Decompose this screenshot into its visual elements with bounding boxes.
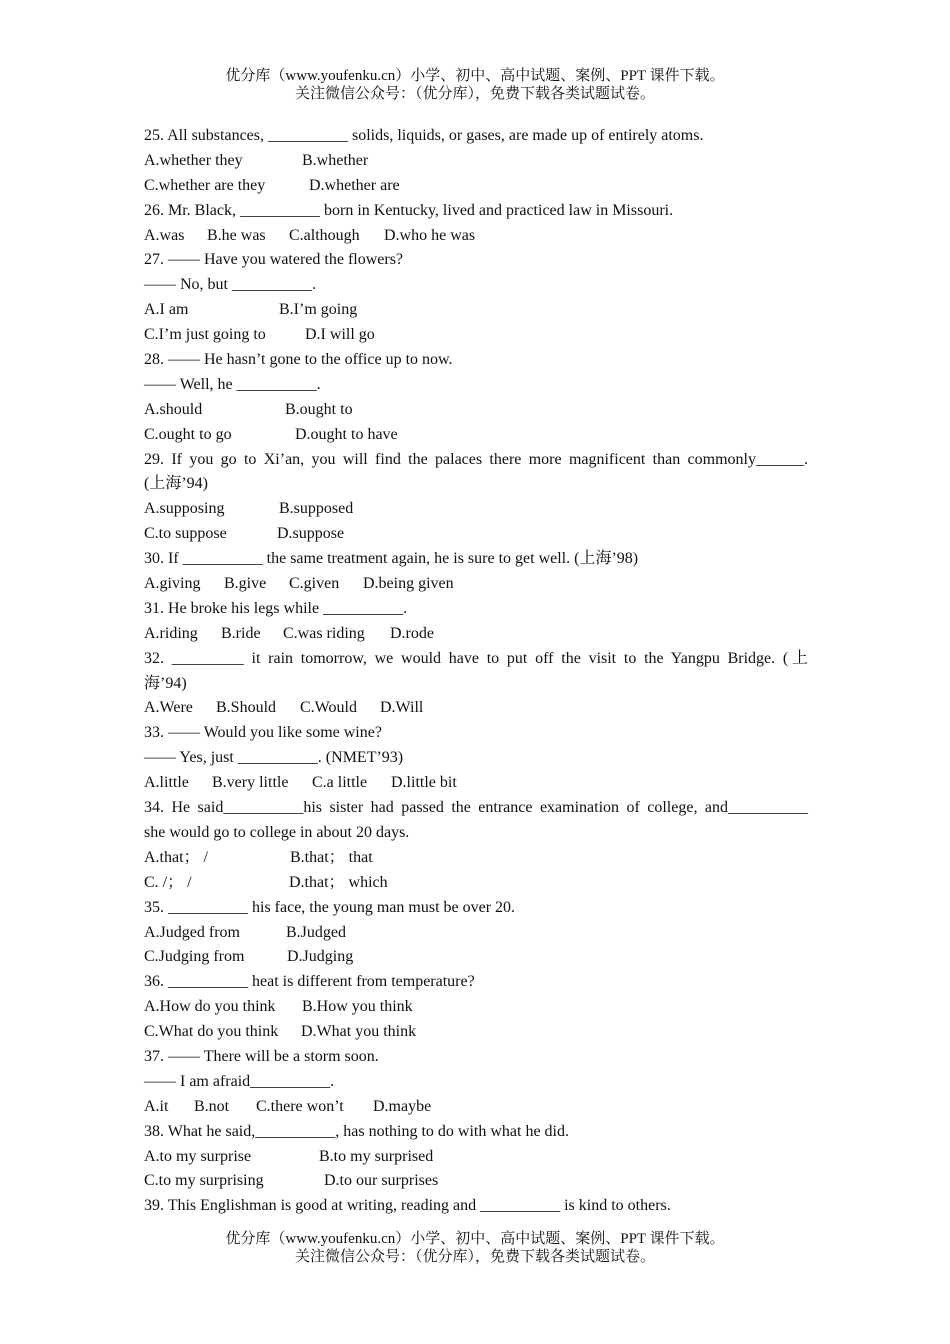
answer-option: D.Judging xyxy=(287,948,354,966)
question-stem: 37. —— There will be a storm soon. xyxy=(144,1047,379,1065)
header-line-2: 关注微信公众号：（优分库），免费下载各类试题试卷。 xyxy=(294,86,655,102)
page-footer xyxy=(0,1230,950,1266)
answer-option: A.that； / xyxy=(144,848,208,866)
question-stem: 29. If you go to Xi’an, you will find the palaces there more magnificent than commonly______. xyxy=(144,450,808,468)
answer-option: D.rode xyxy=(390,624,434,642)
answer-option: C.to my surprising xyxy=(144,1172,264,1190)
option-row xyxy=(144,1145,808,1170)
option-row xyxy=(144,174,808,199)
answer-option: C.What do you think xyxy=(144,1023,279,1041)
answer-option: A.giving xyxy=(144,575,201,593)
answer-option: B.How you think xyxy=(302,998,413,1016)
option-row xyxy=(144,1095,808,1120)
answer-option: B.very little xyxy=(212,774,289,792)
answer-option: A.whether they xyxy=(144,151,243,169)
option-row xyxy=(144,224,808,249)
answer-option: D.Will xyxy=(380,699,424,717)
answer-option: D.What you think xyxy=(301,1023,417,1041)
question-list xyxy=(144,124,808,1219)
answer-option: B.supposed xyxy=(279,500,354,518)
option-row xyxy=(144,871,808,896)
answer-option: A.was xyxy=(144,226,185,244)
answer-option: A.I am xyxy=(144,301,189,319)
option-row xyxy=(144,497,808,522)
question-line: she would go to college in about 20 days. xyxy=(144,823,410,841)
answer-option: A.it xyxy=(144,1097,169,1115)
footer-line-1: 优分库（www.youfenku.cn）小学、初中、高中试题、案例、PPT 课件下载。 xyxy=(225,1231,725,1247)
answer-option: A.How do you think xyxy=(144,998,276,1016)
answer-option: D.maybe xyxy=(373,1097,432,1115)
question-stem: 30. If __________ the same treatment again, he is sure to get well. (上海’98) xyxy=(144,550,639,568)
answer-option: D.suppose xyxy=(277,525,345,543)
question-line: —— No, but __________. xyxy=(144,276,316,294)
answer-option: C.Judging from xyxy=(144,948,245,966)
option-row xyxy=(144,323,808,348)
answer-option: C.although xyxy=(289,226,360,244)
answer-option: C.whether are they xyxy=(144,176,266,194)
answer-option: B.he was xyxy=(207,226,266,244)
answer-option: B.give xyxy=(224,575,267,593)
answer-option: C.I’m just going to xyxy=(144,326,266,344)
answer-option: B.whether xyxy=(302,151,369,169)
answer-option: D.who he was xyxy=(384,226,476,244)
option-row xyxy=(144,622,808,647)
answer-option: A.little xyxy=(144,774,189,792)
option-row xyxy=(144,298,808,323)
answer-option: C.a little xyxy=(312,774,368,792)
question-stem: 28. —— He hasn’t gone to the office up to now. xyxy=(144,351,453,369)
option-row xyxy=(144,696,808,721)
answer-option: D.little bit xyxy=(391,774,457,792)
answer-option: C.given xyxy=(289,575,340,593)
question-stem: 31. He broke his legs while __________. xyxy=(144,599,408,617)
option-row xyxy=(144,572,808,597)
question-line: 海’94) xyxy=(144,674,187,692)
option-row xyxy=(144,423,808,448)
answer-option: B.Should xyxy=(216,699,277,717)
answer-option: C.there won’t xyxy=(256,1097,344,1115)
answer-option: A.Were xyxy=(144,699,193,717)
answer-option: A.Judged from xyxy=(144,923,240,941)
answer-option: D.ought to have xyxy=(295,425,398,443)
answer-option: B.I’m going xyxy=(279,301,358,319)
answer-option: A.supposing xyxy=(144,500,225,518)
header-line-1: 优分库（www.youfenku.cn）小学、初中、高中试题、案例、PPT 课件下载。 xyxy=(225,68,725,84)
page-header xyxy=(0,67,950,103)
answer-option: D.I will go xyxy=(305,326,375,344)
question-line: (上海’94) xyxy=(144,475,208,493)
question-line: —— Yes, just __________. (NMET’93) xyxy=(144,749,404,767)
question-stem: 38. What he said,__________, has nothing to do with what he did. xyxy=(144,1122,569,1140)
question-stem: 32. _________ it rain tomorrow, we would have to put off the visit to the Yangpu Bridge. (上 xyxy=(144,649,808,667)
answer-option: B.Judged xyxy=(286,923,346,941)
footer-line-2: 关注微信公众号：（优分库），免费下载各类试题试卷。 xyxy=(294,1249,655,1265)
answer-option: C.was riding xyxy=(283,624,365,642)
option-row xyxy=(144,1169,808,1194)
answer-option: C. /； / xyxy=(144,873,192,891)
answer-option: A.to my surprise xyxy=(144,1147,252,1165)
answer-option: C.Would xyxy=(300,699,357,717)
option-row xyxy=(144,921,808,946)
option-row xyxy=(144,995,808,1020)
question-stem: 26. Mr. Black, __________ born in Kentucky, lived and practiced law in Missouri. xyxy=(144,201,674,219)
option-row xyxy=(144,149,808,174)
answer-option: B.to my surprised xyxy=(319,1147,434,1165)
question-line: —— Well, he __________. xyxy=(144,375,321,393)
answer-option: A.riding xyxy=(144,624,198,642)
question-stem: 39. This Englishman is good at writing, reading and __________ is kind to others. xyxy=(144,1197,671,1215)
question-stem: 27. —— Have you watered the flowers? xyxy=(144,251,404,269)
answer-option: C.to suppose xyxy=(144,525,227,543)
answer-option: D.whether are xyxy=(309,176,400,194)
answer-option: B.ought to xyxy=(285,400,353,418)
question-stem: 25. All substances, __________ solids, liquids, or gases, are made up of entirely atoms. xyxy=(144,127,704,144)
answer-option: A.should xyxy=(144,400,203,418)
answer-option: D.being given xyxy=(363,575,454,593)
question-stem: 36. __________ heat is different from temperature? xyxy=(144,973,475,991)
answer-option: B.not xyxy=(194,1097,230,1115)
answer-option: D.to our surprises xyxy=(324,1172,439,1190)
option-row xyxy=(144,945,808,970)
option-row xyxy=(144,398,808,423)
option-row xyxy=(144,846,808,871)
option-row xyxy=(144,522,808,547)
question-stem: 35. __________ his face, the young man must be over 20. xyxy=(144,898,516,916)
answer-option: B.ride xyxy=(221,624,261,642)
question-stem: 33. —— Would you like some wine? xyxy=(144,724,382,742)
answer-option: C.ought to go xyxy=(144,425,232,443)
answer-option: B.that； that xyxy=(290,848,373,866)
question-stem: 34. He said__________his sister had passed the entrance examination of college, and__________ xyxy=(144,799,808,817)
question-line: —— I am afraid__________. xyxy=(144,1072,335,1090)
answer-option: D.that； which xyxy=(289,873,388,891)
option-row xyxy=(144,771,808,796)
option-row xyxy=(144,1020,808,1045)
